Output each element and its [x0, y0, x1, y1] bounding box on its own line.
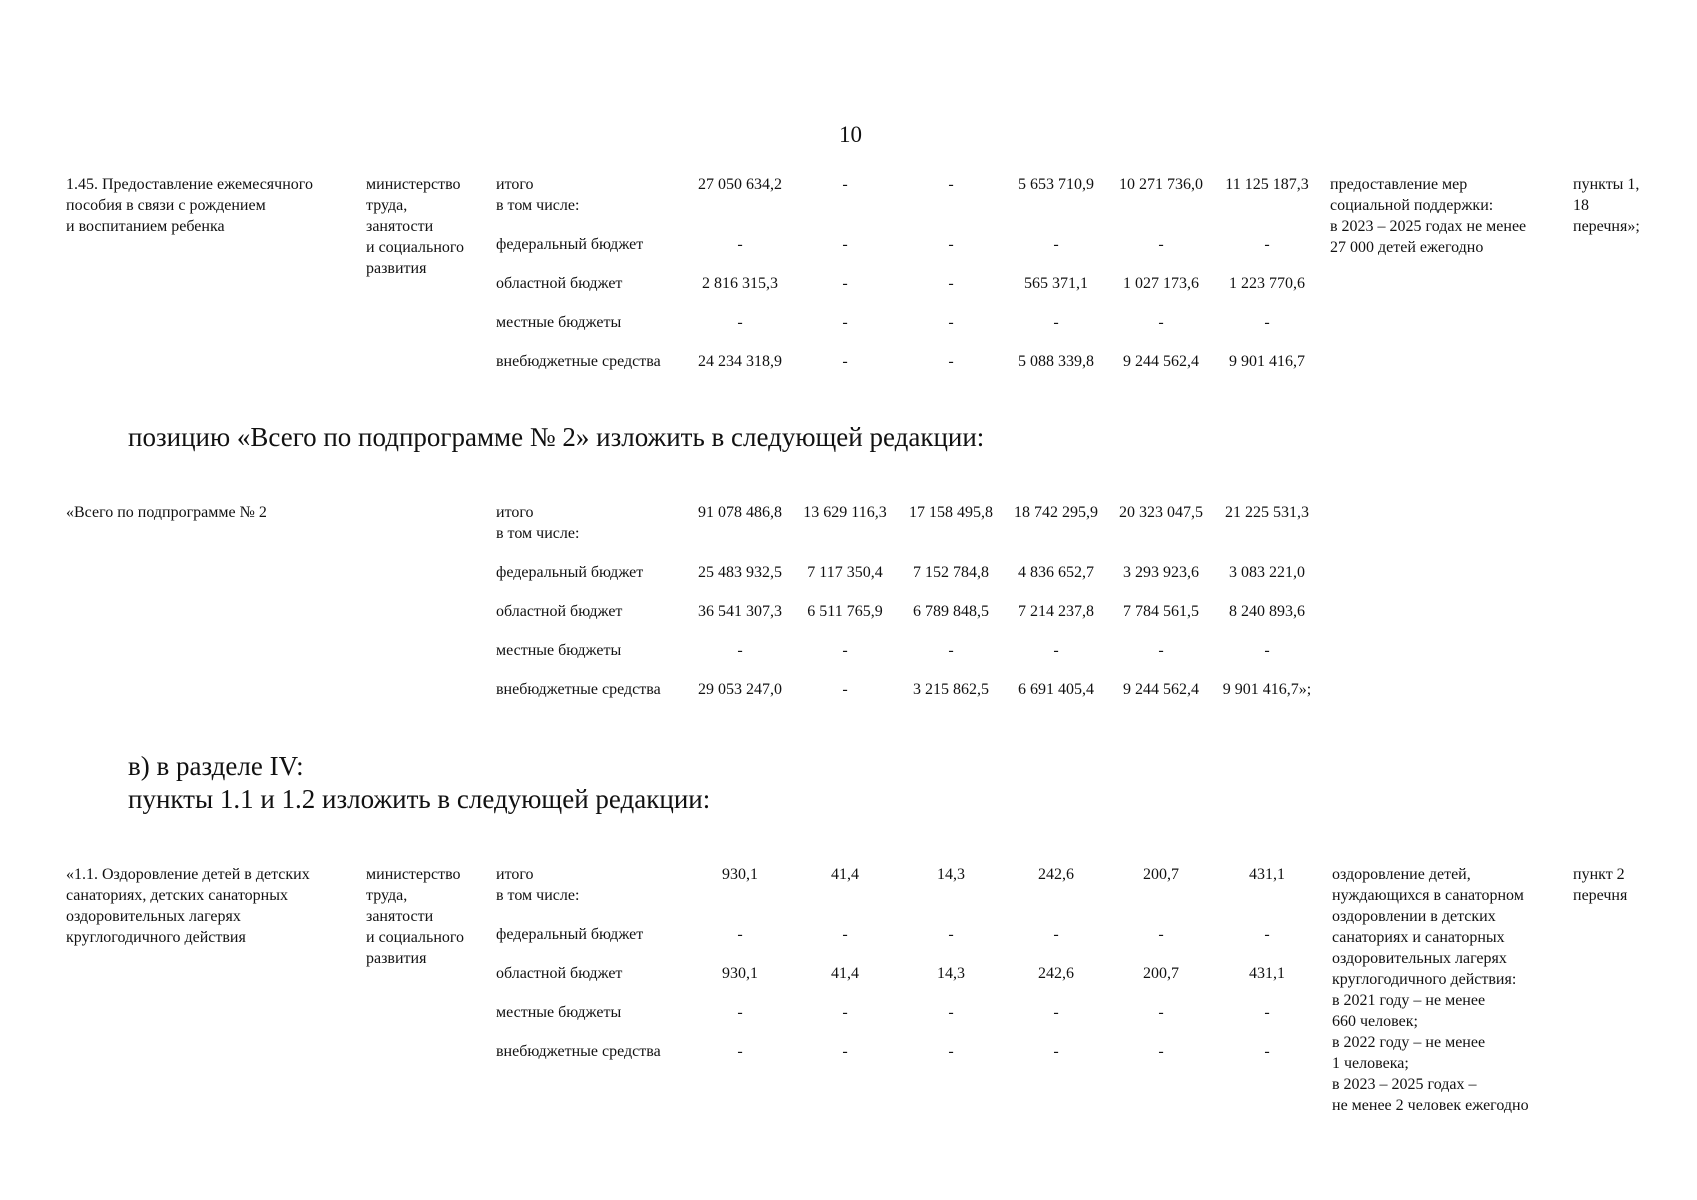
value-cell: -	[1158, 1043, 1164, 1060]
value-cell: 565 371,1	[1024, 275, 1088, 292]
section-heading: в) в разделе IV:	[128, 751, 304, 781]
row-label: федеральный бюджет	[496, 236, 644, 253]
value-cell: 7 784 561,5	[1123, 603, 1199, 620]
value-cell: -	[842, 275, 848, 292]
value-cell: -	[1264, 926, 1270, 943]
value-cell: -	[1264, 314, 1270, 331]
value-cell: 431,1	[1249, 866, 1285, 883]
row-label: итого в том числе:	[496, 504, 580, 542]
value-cell: -	[1053, 236, 1059, 253]
value-cell: -	[737, 1004, 743, 1021]
value-cell: -	[948, 236, 954, 253]
row-label: федеральный бюджет	[496, 564, 644, 581]
value-cell: 3 293 923,6	[1123, 564, 1199, 581]
executor: министерство труда, занятости и социального развития	[366, 866, 465, 967]
value-cell: 14,3	[937, 965, 965, 982]
value-cell: -	[737, 314, 743, 331]
value-cell: -	[1158, 314, 1164, 331]
value-cell: -	[1264, 236, 1270, 253]
row-label: областной бюджет	[496, 603, 623, 620]
page-number: 10	[839, 122, 862, 147]
value-cell: -	[737, 1043, 743, 1060]
row-label: местные бюджеты	[496, 314, 622, 331]
row-label: областной бюджет	[496, 965, 623, 982]
value-cell: 91 078 486,8	[698, 504, 782, 521]
value-cell: -	[948, 176, 954, 193]
value-cell: -	[1264, 1043, 1270, 1060]
reference-text: пункт 2 перечня	[1573, 866, 1628, 904]
item-name: «1.1. Оздоровление детей в детских санаториях, детских санаторных оздоровительных лагерях круглогодичного действия	[66, 866, 310, 946]
value-cell: -	[1158, 236, 1164, 253]
result-text: предоставление мер социальной поддержки: в 2023 – 2025 годах не менее 27 000 детей ежегодно	[1330, 176, 1527, 256]
instruction-heading: позицию «Всего по подпрограмме № 2» изложить в следующей редакции:	[128, 422, 985, 452]
value-cell: 5 653 710,9	[1018, 176, 1094, 193]
value-cell: -	[948, 1043, 954, 1060]
value-cell: 18 742 295,9	[1014, 504, 1098, 521]
value-cell: 1 027 173,6	[1123, 275, 1199, 292]
value-cell: 41,4	[831, 866, 859, 883]
value-cell: -	[1053, 1043, 1059, 1060]
value-cell: 27 050 634,2	[698, 176, 782, 193]
value-cell: 7 117 350,4	[807, 564, 883, 581]
value-cell: -	[948, 642, 954, 659]
value-cell: -	[842, 236, 848, 253]
value-cell: -	[1053, 642, 1059, 659]
value-cell: -	[1158, 926, 1164, 943]
value-cell: 9 244 562,4	[1123, 353, 1199, 370]
value-cell: -	[948, 926, 954, 943]
value-cell: 29 053 247,0	[698, 681, 782, 698]
value-cell: 6 511 765,9	[807, 603, 883, 620]
value-cell: 6 691 405,4	[1018, 681, 1094, 698]
value-cell: 8 240 893,6	[1229, 603, 1305, 620]
value-cell: 930,1	[722, 965, 758, 982]
value-cell: 1 223 770,6	[1229, 275, 1305, 292]
result-text: оздоровление детей, нуждающихся в санаторном оздоровлении в детских санаториях и санаторных оздоровительных лагерях круглогодичного действия: в 2021 году – не менее 660 человек; в 2022 году – не менее 1 человека; в 2023 – 2025 годах – не менее 2 человек ежегодно	[1332, 866, 1529, 1114]
value-cell: -	[737, 926, 743, 943]
value-cell: -	[842, 681, 848, 698]
value-cell: -	[842, 642, 848, 659]
row-label: итого в том числе:	[496, 866, 580, 904]
row-label: внебюджетные средства	[496, 353, 661, 370]
value-cell: -	[842, 353, 848, 370]
value-cell: -	[948, 353, 954, 370]
value-cell: -	[1264, 642, 1270, 659]
value-cell: -	[1053, 314, 1059, 331]
value-cell: 431,1	[1249, 965, 1285, 982]
row-label: внебюджетные средства	[496, 681, 661, 698]
value-cell: 4 836 652,7	[1018, 564, 1094, 581]
value-cell: 7 214 237,8	[1018, 603, 1094, 620]
value-cell: 3 215 862,5	[913, 681, 989, 698]
value-cell: 13 629 116,3	[803, 504, 887, 521]
value-cell: -	[1264, 1004, 1270, 1021]
value-cell: -	[1053, 1004, 1059, 1021]
value-cell: -	[1158, 1004, 1164, 1021]
value-cell: 9 244 562,4	[1123, 681, 1199, 698]
value-cell: 5 088 339,8	[1018, 353, 1094, 370]
item-name: 1.45. Предоставление ежемесячного пособия в связи с рождением и воспитанием ребенка	[66, 176, 313, 235]
value-cell: 36 541 307,3	[698, 603, 782, 620]
value-cell: 9 901 416,7	[1229, 353, 1305, 370]
value-cell: -	[948, 314, 954, 331]
value-cell: 20 323 047,5	[1119, 504, 1203, 521]
value-cell: -	[1053, 926, 1059, 943]
instruction-heading: пункты 1.1 и 1.2 изложить в следующей редакции:	[128, 784, 711, 814]
value-cell: 6 789 848,5	[913, 603, 989, 620]
value-cell: 9 901 416,7»;	[1222, 681, 1312, 698]
value-cell: 21 225 531,3	[1225, 504, 1309, 521]
value-cell: 25 483 932,5	[698, 564, 782, 581]
value-cell: 17 158 495,8	[909, 504, 993, 521]
value-cell: -	[842, 314, 848, 331]
value-cell: 11 125 187,3	[1225, 176, 1309, 193]
value-cell: 14,3	[937, 866, 965, 883]
row-label: местные бюджеты	[496, 642, 622, 659]
row-label: итого в том числе:	[496, 176, 580, 214]
value-cell: 200,7	[1143, 866, 1179, 883]
value-cell: 242,6	[1038, 866, 1074, 883]
value-cell: -	[948, 275, 954, 292]
value-cell: 10 271 736,0	[1119, 176, 1203, 193]
value-cell: -	[842, 1004, 848, 1021]
value-cell: 7 152 784,8	[913, 564, 989, 581]
row-label: федеральный бюджет	[496, 926, 644, 943]
value-cell: 242,6	[1038, 965, 1074, 982]
value-cell: -	[842, 926, 848, 943]
value-cell: 24 234 318,9	[698, 353, 782, 370]
value-cell: 41,4	[831, 965, 859, 982]
value-cell: 930,1	[722, 866, 758, 883]
value-cell: -	[842, 176, 848, 193]
row-label: областной бюджет	[496, 275, 623, 292]
executor: министерство труда, занятости и социального развития	[366, 176, 465, 277]
value-cell: -	[737, 642, 743, 659]
value-cell: 200,7	[1143, 965, 1179, 982]
value-cell: 3 083 221,0	[1229, 564, 1305, 581]
reference-text: пункты 1, 18 перечня»;	[1573, 176, 1640, 235]
value-cell: 2 816 315,3	[702, 275, 778, 292]
total-name: «Всего по подпрограмме № 2	[66, 504, 267, 521]
row-label: внебюджетные средства	[496, 1043, 661, 1060]
value-cell: -	[948, 1004, 954, 1021]
row-label: местные бюджеты	[496, 1004, 622, 1021]
value-cell: -	[842, 1043, 848, 1060]
value-cell: -	[1158, 642, 1164, 659]
value-cell: -	[737, 236, 743, 253]
